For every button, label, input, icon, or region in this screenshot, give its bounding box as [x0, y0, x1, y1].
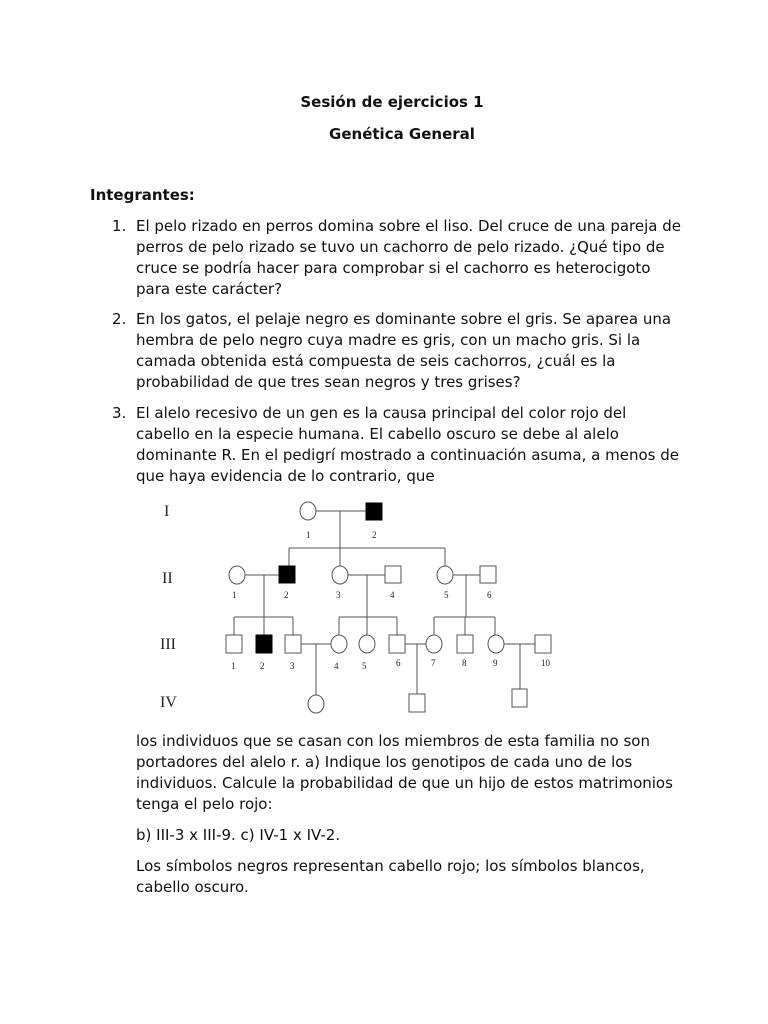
individual-label: 3: [336, 590, 341, 600]
individual-label: 1: [306, 530, 311, 540]
individual-III-3-male: [285, 635, 301, 653]
individual-label: 9: [493, 658, 498, 668]
individual-II-4-male: [385, 566, 401, 583]
individual-III-8-male: [457, 635, 473, 653]
individual-label: 5: [362, 661, 367, 671]
paragraph: b) III-3 x III-9. c) IV-1 x IV-2.: [136, 826, 341, 844]
individual-IV-1-female: [308, 695, 324, 713]
individual-label: 7: [431, 658, 436, 668]
individual-label: 6: [396, 658, 401, 668]
pedigree-lines: [234, 511, 535, 695]
individual-III-2-male-affected: [256, 635, 272, 653]
individual-III-4-female: [331, 635, 347, 653]
individual-label: 1: [232, 590, 237, 600]
individual-III-1-male: [226, 635, 242, 653]
individual-III-7-female: [426, 635, 442, 653]
individual-label: 2: [372, 530, 377, 540]
generation-label: I: [164, 503, 170, 520]
individual-label: 1: [231, 661, 236, 671]
generation-label: IV: [160, 694, 177, 711]
individual-label: 8: [462, 658, 467, 668]
individual-II-6-male: [480, 566, 496, 583]
individual-IV-3-male: [512, 689, 527, 707]
question-number: 3.: [112, 404, 127, 422]
individual-label: 10: [541, 658, 550, 668]
individual-III-5-female: [359, 635, 375, 653]
individual-label: 5: [444, 590, 449, 600]
individual-label: 2: [284, 590, 289, 600]
paragraph: Los símbolos negros representan cabello rojo; los símbolos blancos, cabello oscuro.: [136, 857, 645, 896]
question-text: El pelo rizado en perros domina sobre el liso. Del cruce de una pareja de perros de pelo rizado se tuvo un cachorro de pelo rizado. ¿Qué tipo de cruce se podría hacer para comprobar si el cachorro es heterocigoto para este carácter?: [136, 217, 681, 298]
document-subtitle: Genética General: [329, 125, 475, 143]
members-heading: Integrantes:: [90, 186, 195, 204]
individual-I-1-female: [300, 502, 316, 520]
individual-label: 2: [260, 661, 265, 671]
paragraph: los individuos que se casan con los miembros de esta familia no son portadores del alelo r. a) Indique los genotipos de cada uno de los individuos. Calcule la probabilidad de que un hijo de estos matrimonios tenga el pelo rojo:: [136, 732, 673, 813]
individual-label: 4: [334, 661, 339, 671]
question-number: 2.: [112, 310, 127, 328]
generation-label: III: [160, 636, 176, 653]
question-text: El alelo recesivo de un gen es la causa principal del color rojo del cabello en la especie humana. El cabello oscuro se debe al alelo dominante R. En el pedigrí mostrado a continuación asuma, a menos de que haya evidencia de lo contrario, que: [136, 404, 679, 485]
individual-IV-2-male: [409, 694, 425, 712]
individual-II-5-female: [437, 566, 453, 584]
question-text: En los gatos, el pelaje negro es dominante sobre el gris. Se aparea una hembra de pelo negro cuya madre es gris, con un macho gris. Si la camada obtenida está compuesta de seis cachorros, ¿cuál es la probabilidad de que tres sean negros y tres grises?: [136, 310, 672, 391]
document-title: Sesión de ejercicios 1: [300, 93, 484, 111]
individual-III-6-male: [389, 635, 405, 653]
individual-label: 6: [487, 590, 492, 600]
individual-III-10-male: [535, 635, 551, 653]
pedigree-chart: [150, 495, 560, 717]
generation-label: II: [162, 570, 173, 587]
individual-II-2-male-affected: [279, 566, 295, 583]
individual-label: 4: [390, 590, 395, 600]
individual-II-1-female: [229, 566, 245, 584]
individual-III-9-female: [488, 635, 504, 653]
individual-II-3-female: [332, 566, 348, 584]
question-number: 1.: [112, 217, 127, 235]
individual-label: 3: [290, 661, 295, 671]
individual-I-2-male-affected: [366, 503, 382, 520]
